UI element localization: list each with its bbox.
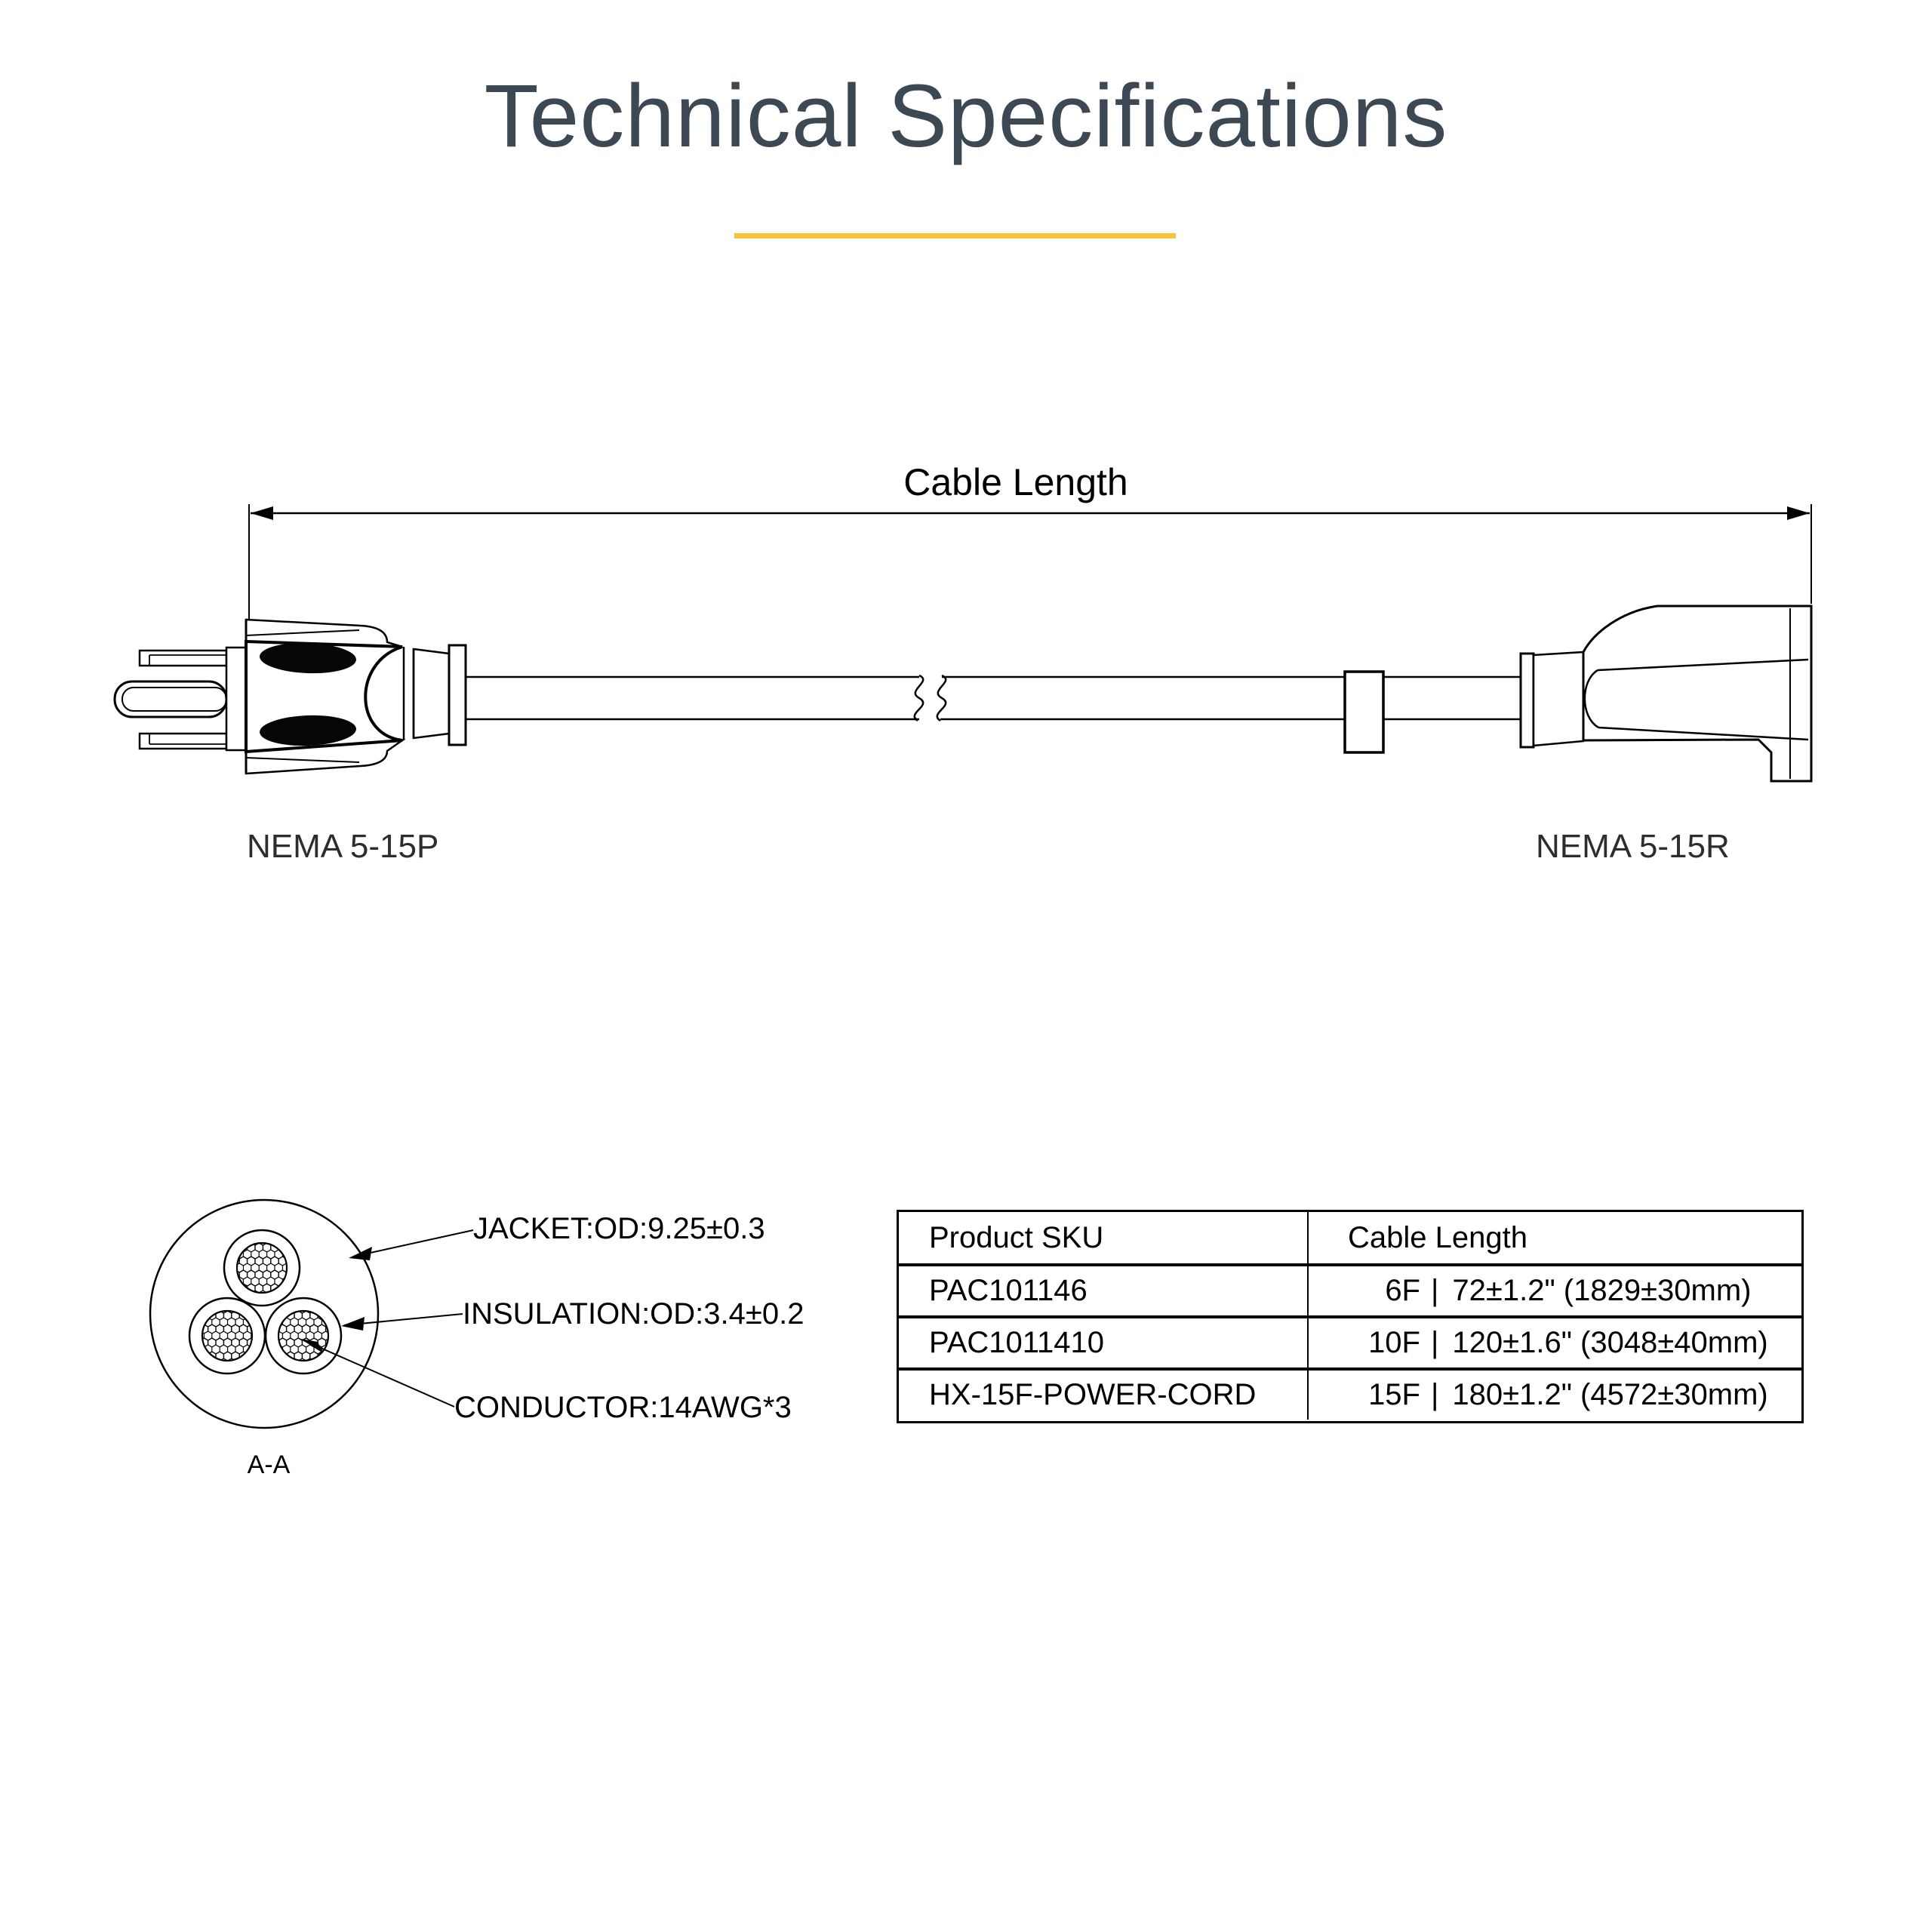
left-connector-label: NEMA 5-15P: [247, 828, 439, 865]
length-separator: |: [1431, 1326, 1439, 1359]
plug-strain-relief: [449, 645, 466, 745]
conductor-spec-label: CONDUCTOR:14AWG*3: [454, 1391, 792, 1424]
table-row-sku: PAC1011410: [899, 1315, 1307, 1367]
right-connector-label: NEMA 5-15R: [1536, 828, 1730, 865]
table-row-sku: HX-15F-POWER-CORD: [899, 1367, 1307, 1420]
sku-length-table: [897, 1210, 1804, 1423]
cable-stop-band: [1345, 672, 1383, 752]
title-underline: [734, 233, 1176, 238]
receptacle-nema-5-15r-drawing: [1521, 606, 1811, 781]
plug-face-plate: [226, 648, 246, 750]
cable-break-right: [937, 675, 946, 721]
table-row-length: [1307, 1315, 1801, 1367]
table-row-sku: PAC101146: [899, 1263, 1307, 1315]
page-title: Technical Specifications: [484, 66, 1448, 166]
plug-nema-5-15p-drawing: [115, 620, 466, 774]
length-feet: 10F: [1368, 1326, 1420, 1359]
table-row-length: [1307, 1263, 1801, 1315]
receptacle-body: [1583, 606, 1811, 781]
cable-drawing: [466, 672, 1521, 752]
table-header-product-sku: Product SKU: [929, 1220, 1104, 1254]
top-blade: [140, 651, 226, 666]
jacket-spec-label: JACKET:OD:9.25±0.3: [473, 1212, 765, 1245]
cross-section-drawing: [150, 1200, 473, 1428]
dimension-arrow-right: [1787, 506, 1810, 520]
conductor-left: [189, 1298, 265, 1374]
length-detail: 120±1.6" (3048±40mm): [1452, 1326, 1768, 1359]
cable-length-dimension: [249, 504, 1811, 622]
length-detail: 180±1.2" (4572±30mm): [1452, 1378, 1768, 1411]
length-feet: 6F: [1385, 1274, 1420, 1307]
bottom-blade: [140, 734, 226, 749]
length-separator: |: [1431, 1274, 1439, 1307]
conductor-top: [224, 1230, 300, 1306]
cable-length-dimension-label: Cable Length: [903, 461, 1128, 503]
conductor-right: [266, 1298, 341, 1374]
length-separator: |: [1431, 1378, 1439, 1411]
length-feet: 15F: [1368, 1378, 1420, 1411]
section-aa-label: A-A: [247, 1451, 291, 1479]
dimension-arrow-left: [251, 506, 273, 520]
table-row-length: [1307, 1367, 1801, 1420]
jacket-leader: [349, 1230, 473, 1260]
insulation-spec-label: INSULATION:OD:3.4±0.2: [463, 1297, 804, 1331]
cable-break-left: [915, 675, 923, 721]
receptacle-flange: [1521, 654, 1534, 747]
table-header-cable-length: Cable Length: [1307, 1212, 1801, 1263]
length-detail: 72±1.2" (1829±30mm): [1452, 1274, 1752, 1307]
